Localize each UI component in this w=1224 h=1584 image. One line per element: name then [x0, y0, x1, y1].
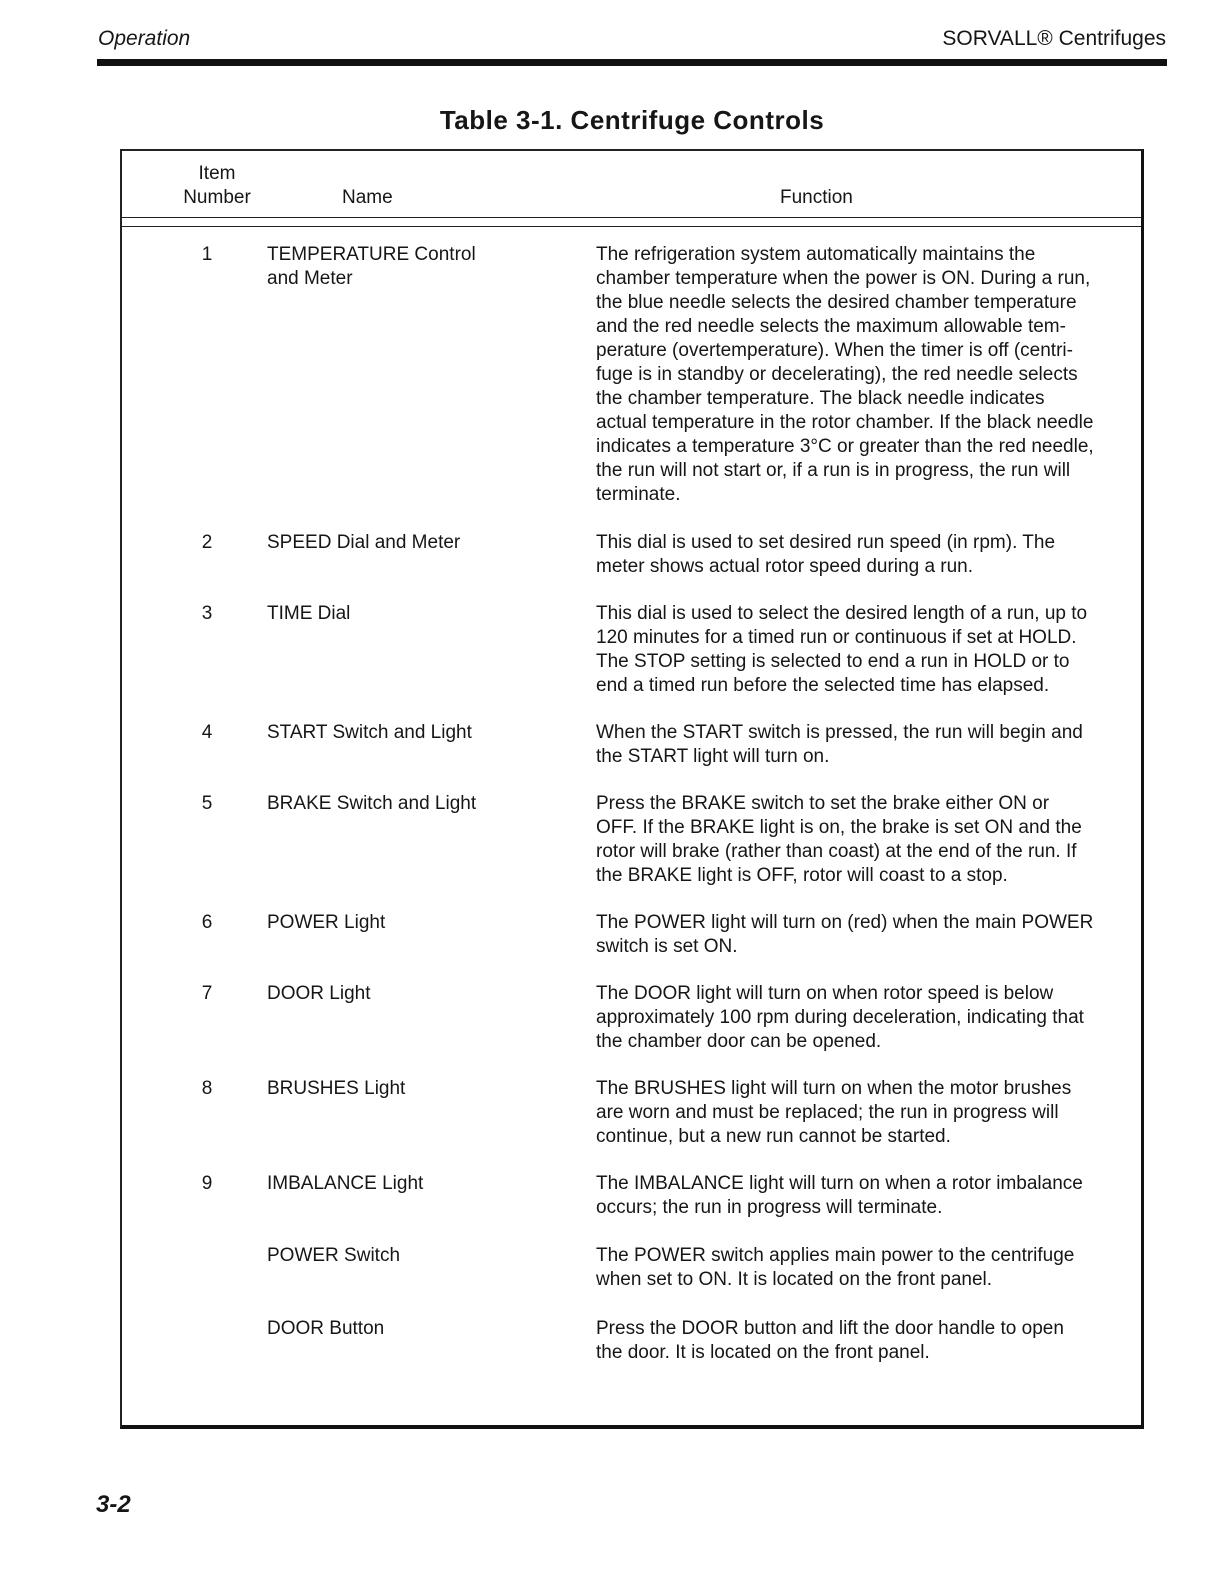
control-function: The POWER light will turn on (red) when the main POWER switch is set ON.: [596, 912, 1094, 957]
page-header-product: SORVALL® Centrifuges: [942, 27, 1166, 50]
item-number: 6: [201, 912, 213, 933]
item-number: 3: [201, 603, 213, 624]
control-name: SPEED Dial and Meter: [267, 532, 461, 553]
control-name: POWER Light: [267, 912, 386, 933]
table-title: Table 3-1. Centrifuge Controls: [439, 105, 825, 135]
header-double-rule: [122, 217, 1141, 227]
control-name: DOOR Button: [267, 1318, 385, 1339]
header-rule: [97, 59, 1167, 66]
control-function: Press the BRAKE switch to set the brake either ON or OFF. If the BRAKE light is on, the brake is set ON and the rotor will brake (rather than coast) at the end of the run. If the BRAKE light is OFF, rotor will coast to a stop.: [596, 793, 1082, 886]
page-header-section: Operation: [98, 27, 191, 50]
column-header-name: Name: [342, 187, 393, 208]
control-function: The BRUSHES light will turn on when the motor brushes are worn and must be replaced; the run in progress will continue, but a new run cannot be started.: [596, 1078, 1072, 1147]
controls-table: [120, 149, 1144, 1429]
item-number: 1: [201, 244, 213, 265]
control-name: TEMPERATURE Control and Meter: [267, 244, 476, 289]
control-name: POWER Switch: [267, 1245, 401, 1266]
item-number: 5: [201, 793, 213, 814]
control-function: When the START switch is pressed, the run will begin and the START light will turn on.: [596, 722, 1083, 767]
control-function: This dial is used to set desired run speed (in rpm). The meter shows actual rotor speed during a run.: [596, 532, 1056, 577]
column-header-function: Function: [780, 187, 853, 208]
item-number: 8: [201, 1078, 213, 1099]
control-name: BRUSHES Light: [267, 1078, 406, 1099]
item-number: 9: [201, 1173, 213, 1194]
page-number: 3-2: [96, 1491, 131, 1518]
control-name: IMBALANCE Light: [267, 1173, 424, 1194]
control-function: The IMBALANCE light will turn on when a rotor imbalance occurs; the run in progress will terminate.: [596, 1173, 1083, 1218]
column-header-item-number: Item Number: [183, 163, 251, 208]
control-name: DOOR Light: [267, 983, 371, 1004]
control-name: BRAKE Switch and Light: [267, 793, 477, 814]
control-function: The DOOR light will turn on when rotor speed is below approximately 100 rpm during deceleration, indicating that the chamber door can be opened.: [596, 983, 1084, 1052]
control-function: The POWER switch applies main power to the centrifuge when set to ON. It is located on the front panel.: [596, 1245, 1075, 1290]
control-function: The refrigeration system automatically maintains the chamber temperature when the power is ON. During a run, the blue needle selects the desired chamber temperature and the red needle selects the maximum allowable tem- perature (overtemperature). When the timer is off (centri- fuge is in standby or decelerating), the red needle selects the chamber temperature. The black needle indicates actual temperature in the rotor chamber. If the black needle indicates a temperature 3°C or greater than the red needle, the run will not start or, if a run is in progress, the run will terminate.: [596, 244, 1094, 505]
control-function: This dial is used to select the desired length of a run, up to 120 minutes for a timed run or continuous if set at HOLD. The STOP setting is selected to end a run in HOLD or to end a timed run before the selected time has elapsed.: [596, 603, 1088, 696]
control-name: TIME Dial: [267, 603, 351, 624]
control-function: Press the DOOR button and lift the door handle to open the door. It is located on the front panel.: [596, 1318, 1064, 1363]
item-number: 7: [201, 983, 213, 1004]
control-name: START Switch and Light: [267, 722, 472, 743]
item-number: 4: [201, 722, 213, 743]
item-number: 2: [201, 532, 213, 553]
